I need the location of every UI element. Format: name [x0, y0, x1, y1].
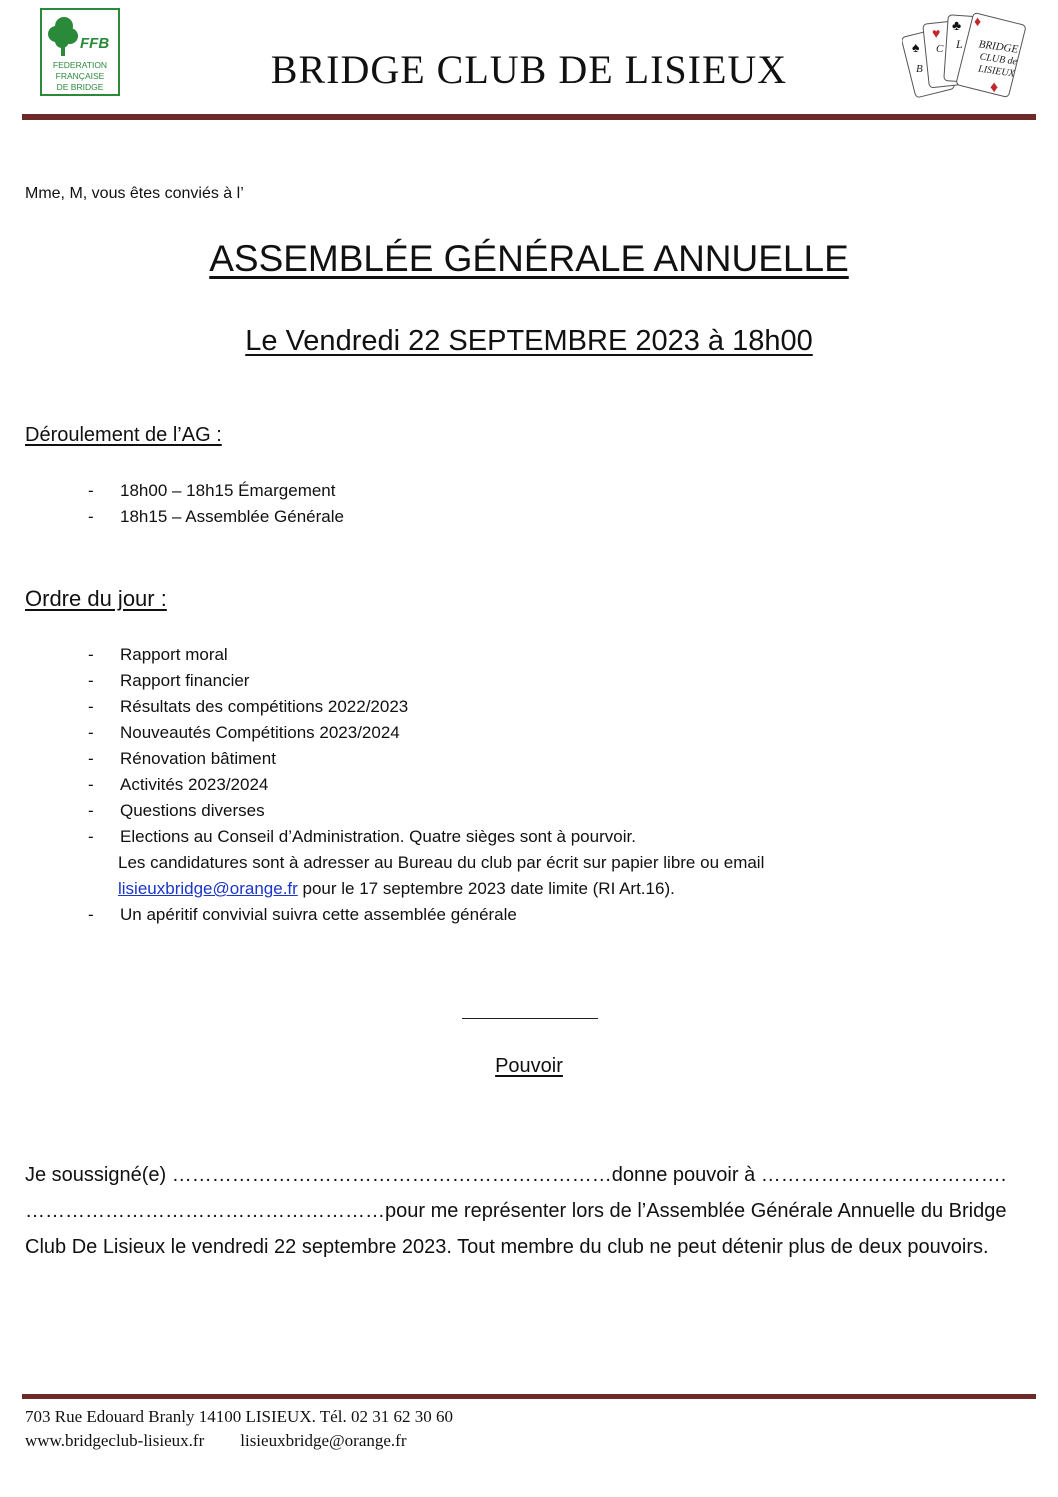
- cards-logo-line: LISIEUX: [977, 63, 1016, 80]
- email-link[interactable]: lisieuxbridge@orange.fr: [118, 879, 298, 898]
- proxy-text: Je soussigné(e) …………………………………………………………donne pouvoir à ………………………………. ………………………………………………pour me représenter lors de l’Assemblée Générale Annuelle du Bridge Club De Lisieux le vendredi 22 septembre 2023. Tout membre du club ne peut détenir plus de deux pouvoirs.: [25, 1164, 1007, 1258]
- svg-text:L: L: [956, 37, 963, 51]
- section-separator: [462, 1018, 598, 1019]
- assembly-title: ASSEMBLÉE GÉNÉRALE ANNUELLE: [209, 238, 849, 279]
- list-item: - Un apéritif convivial suivra cette assemblée générale: [88, 905, 517, 924]
- invitation-line: Mme, M, vous êtes conviés à l’: [25, 185, 244, 202]
- list-item: - Rapport financier: [88, 671, 250, 690]
- svg-text:C: C: [936, 43, 944, 55]
- footer-divider: [22, 1394, 1036, 1399]
- list-item: - 18h15 – Assemblée Générale: [88, 507, 344, 526]
- cards-logo-line: CLUB de: [979, 51, 1018, 68]
- list-item-elections: - Elections au Conseil d’Administration. Quatre sièges sont à pourvoir. Les candidatures sont à adresser au Bureau du club par écrit sur papier libre ou email lisieuxbridge@orange.fr pour le 17 septembre 2023 date limite (RI Art.16).: [88, 827, 765, 898]
- svg-text:♦: ♦: [990, 79, 999, 96]
- svg-text:♥: ♥: [932, 25, 941, 41]
- header-divider: [22, 114, 1036, 120]
- ffb-logo-line: DE BRIDGE: [56, 82, 104, 92]
- list-item: - Rapport moral: [88, 645, 228, 664]
- cards-logo-line: BRIDGE: [977, 38, 1019, 56]
- footer-address: 703 Rue Edouard Branly 14100 LISIEUX. Tél. 02 31 62 30 60: [25, 1407, 453, 1426]
- agenda-list: [88, 642, 764, 928]
- elections-continuation: Les candidatures sont à adresser au Bureau du club par écrit sur papier libre ou email: [118, 853, 765, 872]
- svg-text:B: B: [916, 63, 923, 75]
- footer-website[interactable]: www.bridgeclub-lisieux.fr: [25, 1431, 205, 1450]
- agenda-heading: Ordre du jour :: [25, 586, 167, 611]
- list-item: - Nouveautés Compétitions 2023/2024: [88, 723, 400, 742]
- schedule-list: [88, 478, 344, 530]
- club-cards-logo: [902, 8, 1030, 110]
- ffb-logo-line: FEDERATION: [52, 60, 108, 70]
- proxy-heading: Pouvoir: [495, 1055, 563, 1077]
- list-item: - Questions diverses: [88, 801, 265, 820]
- list-item: - 18h00 – 18h15 Émargement: [88, 481, 336, 500]
- list-item: - Activités 2023/2024: [88, 775, 269, 794]
- club-title: BRIDGE CLUB DE LISIEUX: [270, 47, 788, 92]
- footer: [25, 1405, 453, 1453]
- ffb-logo-acronym: FFB: [80, 35, 110, 52]
- ffb-logo-line: FRANÇAISE: [55, 71, 105, 81]
- footer-email[interactable]: lisieuxbridge@orange.fr: [240, 1431, 407, 1450]
- list-item: - Résultats des compétitions 2022/2023: [88, 697, 409, 716]
- list-item: - Rénovation bâtiment: [88, 749, 276, 768]
- schedule-heading: Déroulement de l’AG :: [25, 424, 222, 446]
- svg-text:♣: ♣: [952, 17, 962, 33]
- svg-text:♦: ♦: [974, 13, 982, 29]
- svg-text:♠: ♠: [912, 39, 920, 55]
- assembly-date: Le Vendredi 22 SEPTEMBRE 2023 à 18h00: [245, 325, 813, 357]
